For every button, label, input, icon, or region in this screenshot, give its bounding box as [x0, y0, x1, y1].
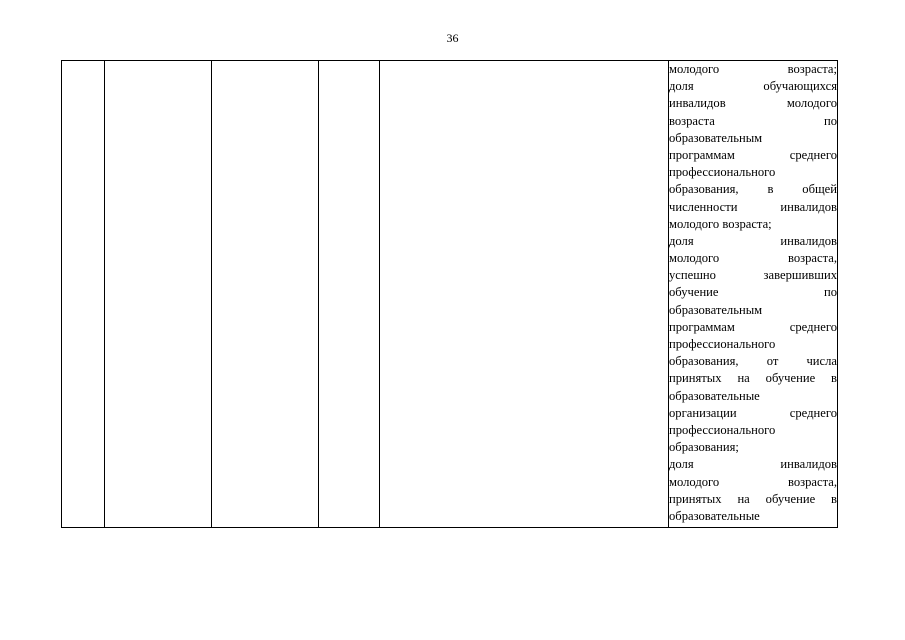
text-line: [669, 474, 837, 491]
text-word: профессионального: [669, 165, 776, 180]
text-word: образования;: [669, 440, 739, 455]
table-cell-col4: [319, 61, 380, 528]
text-word: образования,: [669, 182, 739, 197]
text-word: доля: [669, 457, 694, 472]
text-word: инвалидов: [780, 233, 837, 248]
text-word: принятых: [669, 491, 722, 506]
text-line: [669, 336, 837, 353]
text-line: [669, 370, 837, 387]
text-word: принятых: [669, 371, 722, 386]
text-word: профессионального: [669, 422, 776, 437]
text-word: среднего: [789, 319, 837, 334]
text-word: образовательным: [669, 302, 763, 317]
text-line: [669, 147, 837, 164]
text-line: [669, 456, 837, 473]
text-word: на: [737, 371, 750, 386]
text-word: программам: [669, 319, 735, 334]
text-line: [669, 216, 837, 233]
text-line: [669, 422, 837, 439]
text-word: программам: [669, 147, 735, 162]
text-word: обучающихся: [763, 79, 837, 94]
text-line: [669, 491, 837, 508]
text-word: образовательным: [669, 130, 763, 145]
text-line: [669, 164, 837, 181]
text-word: возраста,: [787, 474, 837, 489]
text-word: молодого: [669, 474, 720, 489]
text-line: [669, 319, 837, 336]
table-cell-col5: [380, 61, 669, 528]
text-line: [669, 405, 837, 422]
text-word: образования,: [669, 354, 739, 369]
text-word: молодого: [669, 251, 720, 266]
text-word: обучение: [765, 371, 816, 386]
text-word: среднего: [789, 405, 837, 420]
text-word: числа: [806, 354, 837, 369]
text-line: [669, 61, 837, 78]
text-word: молодого: [786, 96, 837, 111]
table-cell-col2: [105, 61, 212, 528]
text-word: организации: [669, 405, 737, 420]
text-line: [669, 439, 837, 456]
text-line: [669, 199, 837, 216]
text-word: инвалидов: [780, 457, 837, 472]
text-word: на: [737, 491, 750, 506]
text-word: молодого: [669, 216, 720, 231]
table-cell-col1: [62, 61, 105, 528]
text-word: от: [766, 354, 779, 369]
text-line: [669, 233, 837, 250]
text-word: доля: [669, 79, 694, 94]
text-word: в: [831, 371, 837, 386]
text-word: возраста,: [787, 251, 837, 266]
text-word: среднего: [789, 147, 837, 162]
text-word: обучение: [669, 285, 719, 300]
text-word: завершивших: [763, 268, 837, 283]
text-word: инвалидов: [780, 199, 837, 214]
text-word: профессионального: [669, 337, 776, 351]
text-word: успешно: [669, 268, 716, 283]
text-line: [669, 353, 837, 370]
text-line: [669, 78, 837, 95]
text-word: возраста;: [787, 62, 837, 76]
text-word: образовательные: [669, 508, 760, 523]
text-line: [669, 302, 837, 319]
text-word: образовательные: [669, 388, 760, 403]
table-row: [62, 61, 838, 528]
text-word: инвалидов: [669, 96, 726, 111]
text-word: общей: [802, 182, 837, 197]
text-word: численности: [669, 199, 738, 214]
text-word: молодого: [669, 62, 720, 76]
document-table: [61, 60, 838, 528]
text-line: [669, 113, 837, 130]
text-word: в: [831, 491, 837, 506]
text-line: [669, 388, 837, 405]
text-line: [669, 284, 837, 301]
text-word: обучение: [765, 491, 816, 506]
text-line: [669, 95, 837, 112]
text-line: [669, 250, 837, 267]
text-word: возраста;: [722, 216, 772, 231]
text-line: [669, 181, 837, 198]
table-cell-col3: [212, 61, 319, 528]
table-cell-indicators: [669, 61, 838, 528]
text-line: [669, 508, 837, 525]
text-word: возраста: [669, 113, 715, 128]
text-word: по: [823, 285, 837, 300]
text-word: в: [767, 182, 774, 197]
text-word: по: [823, 113, 837, 128]
text-line: [669, 267, 837, 284]
text-line: [669, 130, 837, 147]
page-number: 36: [446, 31, 459, 45]
text-word: доля: [669, 233, 694, 248]
